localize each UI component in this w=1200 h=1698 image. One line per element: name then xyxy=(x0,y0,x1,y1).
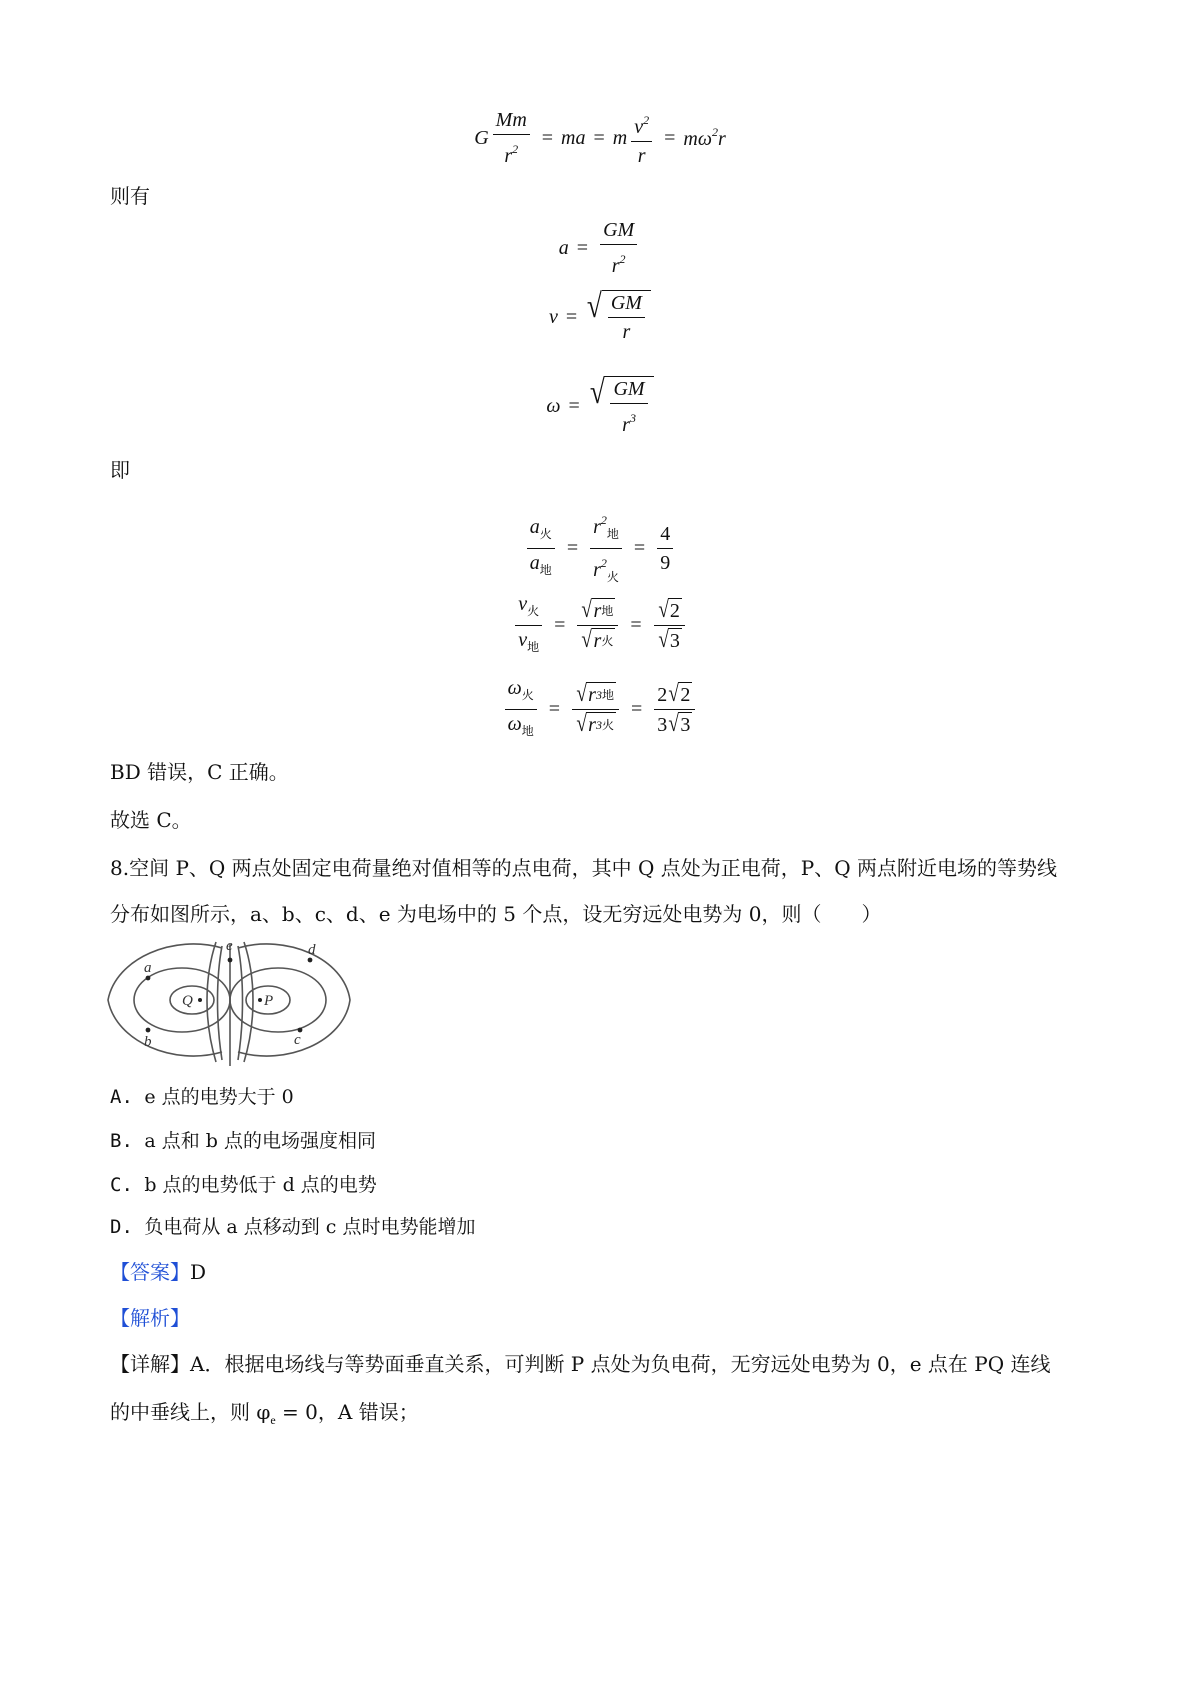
point-d xyxy=(308,958,313,963)
option-b xyxy=(110,1128,376,1154)
equation-ratio-v: $\frac{v_火}{v_地}$ = √ r 地 √ r 火 = √ 2 √ 3 xyxy=(0,592,1200,659)
question-8-line1: 8.空间 P、Q 两点处固定电荷量绝对值相等的点电荷，其中 Q 点处为正电荷，P、Q 两点附近电场的等势线 xyxy=(110,856,1057,880)
answer-line xyxy=(110,1258,206,1286)
label-c: c xyxy=(294,1032,301,1048)
text-ie: 即 xyxy=(110,458,130,482)
p-arc-3 xyxy=(238,946,243,1060)
detail-tag: 【详解】 xyxy=(110,1352,190,1376)
q-arc-3 xyxy=(218,946,223,1060)
text-choose-c: 故选 C。 xyxy=(110,808,192,832)
q-arc-2 xyxy=(207,942,216,1062)
label-d: d xyxy=(308,942,316,958)
answer-value: D xyxy=(190,1260,207,1284)
equation-ratio-a: $\frac{a_火}{a_地}$ = $\frac{r^2_地}{r^2_火}$ = $\frac{4}{9}$ xyxy=(0,508,1200,589)
option-c-label: C. xyxy=(110,1174,133,1196)
label-p: P xyxy=(264,993,274,1009)
option-c xyxy=(110,1172,377,1198)
option-b-label: B. xyxy=(110,1130,133,1152)
label-e: e xyxy=(226,938,233,954)
point-b xyxy=(146,1028,151,1033)
point-q xyxy=(198,998,202,1002)
option-b-text: a 点和 b 点的电场强度相同 xyxy=(144,1130,376,1152)
detail-line2 xyxy=(110,1398,419,1434)
p-mid-loop xyxy=(230,968,326,1032)
point-p xyxy=(258,998,262,1002)
option-d-label: D. xyxy=(110,1216,133,1238)
equation-a: a = $\frac{GM}{r^2}$ xyxy=(0,218,1200,278)
option-a-label: A. xyxy=(110,1086,133,1108)
equipotential-figure xyxy=(104,938,352,1070)
answer-tag: 【答案】 xyxy=(110,1260,190,1284)
option-a-text: e 点的电势大于 0 xyxy=(144,1086,294,1108)
label-b: b xyxy=(144,1034,152,1050)
equation-omega: ω = √ $\frac{GM}{r^3}$ xyxy=(0,376,1200,437)
equation-v: v = √ $\frac{GM}{r}$ xyxy=(0,290,1200,344)
detail-line1-text: A．根据电场线与等势面垂直关系，可判断 P 点处为负电荷，无穷远处电势为 0，e 点在 PQ 连线 xyxy=(190,1352,1051,1376)
equation-ratio-omega: $\frac{\omega_火}{\omega_地}$ = √ r 3 地 √ r 3 火 = 2 √ 2 3 √ 3 xyxy=(0,676,1200,743)
analysis-tag: 【解析】 xyxy=(110,1306,190,1330)
option-c-text: b 点的电势低于 d 点的电势 xyxy=(144,1174,377,1196)
equation-gravity: G $\frac{Mm}{r^2}$ = ma = m $\frac{v^2}{r}$ = $m\omega^2r$ xyxy=(474,109,726,167)
question-8-line2: 分布如图所示，a、b、c、d、e 为电场中的 5 个点，设无穷远处电势为 0，则（ ） xyxy=(110,902,882,926)
point-a xyxy=(146,976,151,981)
label-q: Q xyxy=(182,993,193,1009)
option-d-text: 负电荷从 a 点移动到 c 点时电势能增加 xyxy=(144,1216,476,1238)
detail-line2-end: = 0，A 错误； xyxy=(275,1400,419,1424)
option-a xyxy=(110,1084,294,1110)
detail-line1 xyxy=(110,1350,1050,1378)
text-bd-wrong: BD 错误，C 正确。 xyxy=(110,760,289,784)
detail-line2-sub: e xyxy=(270,1413,276,1427)
option-d xyxy=(110,1214,475,1240)
p-arc-2 xyxy=(244,942,253,1062)
point-e xyxy=(228,958,233,963)
detail-line2-text: 的中垂线上，则 φ xyxy=(110,1400,271,1424)
q-outer-arc xyxy=(108,944,222,1056)
label-a: a xyxy=(144,960,152,976)
text-then-have: 则有 xyxy=(110,184,150,208)
